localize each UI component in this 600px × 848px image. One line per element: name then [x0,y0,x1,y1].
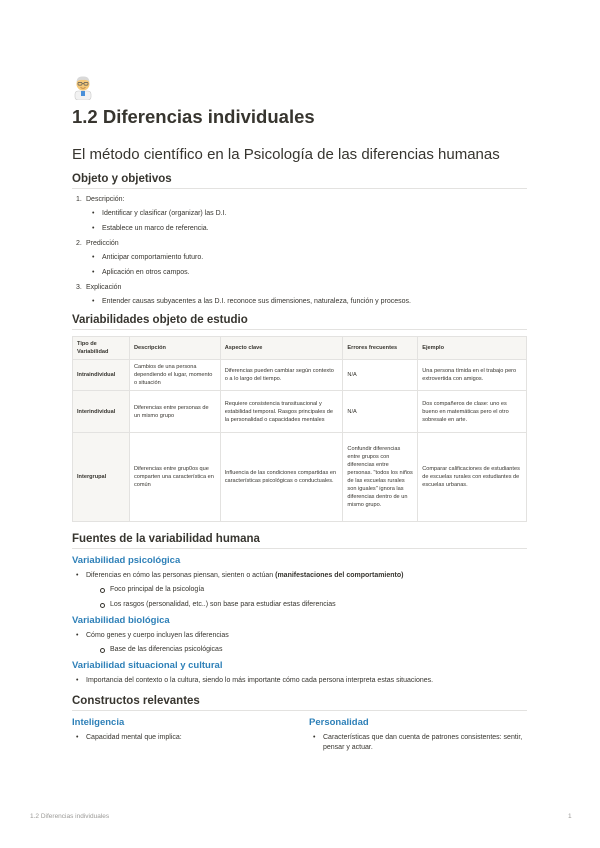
fuentes-heading: Fuentes de la variabilidad humana [72,532,527,549]
column-header: Aspecto clave [220,337,343,360]
variabilidad-situacional-title: Variabilidad situacional y cultural [72,660,223,671]
list-item: • Entender causas subyacentes a las D.I. reconoce sus dimensiones, naturaleza, función y procesos. [92,297,527,307]
table-cell: Intergrupal [73,433,130,522]
variabilidades-table [72,336,527,522]
list-item: • Importancia del contexto o la cultura, siendo lo más importante cómo cada persona interpreta estas situaciones. [76,676,527,686]
table-cell: Dos compañeros de clase: uno es bueno en matemáticas pero el otro sobresale en arte. [418,391,527,433]
list-item: • Diferencias en cómo las personas piensan, sienten o actúan (manifestaciones del comportamiento) Foco principal de la psicología Los rasgos (personalidad, etc..) son base para estudiar estas diferencias [76,571,527,610]
column-header: Tipo de Variabilidad [73,337,130,360]
table-cell: Diferencias pueden cambiar según contexto o a lo largo del tiempo. [220,360,343,391]
objetivo-item: 3. Explicación • Entender causas subyacentes a las D.I. reconoce sus dimensiones, naturaleza, función y procesos. [72,283,527,307]
section-subtitle: El método científico en la Psicología de las diferencias humanas [72,146,500,163]
list-item: • Aplicación en otros campos. [92,268,527,278]
objetivo-item: 1. Descripción: • Identificar y clasificar (organizar) las D.I. • Establece un marco de referencia. [72,195,527,234]
variabilidad-psicologica-title: Variabilidad psicológica [72,555,181,566]
table-cell: Diferencias entre personas de un mismo grupo [129,391,220,433]
page-number: 1 [568,813,572,820]
constructos-columns [72,717,527,758]
table-row [73,391,527,433]
table-cell: Confundir diferencias entre grupos con diferencias entre personas. "todos los niños de las escuelas rurales son iguales" ignora las diferencias dentro de un mismo grupo. [343,433,418,522]
table-cell: N/A [343,391,418,433]
variabilidades-heading: Variabilidades objeto de estudio [72,313,527,330]
column-header: Errores frecuentes [343,337,418,360]
table-cell: Diferencias entre grup0os que comparten una característica en común [129,433,220,522]
list-item: • Identificar y clasificar (organizar) las D.I. [92,209,527,219]
personalidad-title: Personalidad [309,717,369,728]
table-cell: Intraindividual [73,360,130,391]
table-cell: Requiere consistencia transituacional y estabilidad temporal. Rasgos principales de la personalidad o capacidades mentales [220,391,343,433]
table-cell: Interindividual [73,391,130,433]
scientist-emoji-icon [72,74,94,100]
list-item: Base de las diferencias psicológicas [100,645,527,655]
page-title: 1.2 Diferencias individuales [72,106,315,127]
variabilidad-biologica-title: Variabilidad biológica [72,615,170,626]
column-header: Descripción [129,337,220,360]
list-item: • Características que dan cuenta de patrones consistentes: sentir, pensar y actuar. [313,733,526,753]
table-cell: Comparar calificaciones de estudiantes de escuelas rurales con estudiantes de escuelas urbanas. [418,433,527,522]
column-header: Ejemplo [418,337,527,360]
table-cell: Influencia de las condiciones compartidas en características psicológicas o conductuales. [220,433,343,522]
list-item: • Anticipar comportamiento futuro. [92,253,527,263]
objetivo-item: 2. Predicción • Anticipar comportamiento futuro. • Aplicación en otros campos. [72,239,527,278]
table-header-row [73,337,527,360]
list-item: • Cómo genes y cuerpo incluyen las diferencias Base de las diferencias psicológicas [76,631,527,655]
list-item: Los rasgos (personalidad, etc..) son base para estudiar estas diferencias [100,600,527,610]
table-cell: Cambios de una persona dependiendo el lugar, momento o situación [129,360,220,391]
list-item: • Establece un marco de referencia. [92,224,527,234]
list-item: Foco principal de la psicología [100,585,527,595]
objetivos-list [72,195,527,307]
table-row [73,360,527,391]
list-item: • Capacidad mental que implica: [76,733,289,743]
personalidad-column [309,717,526,758]
footer-title: 1.2 Diferencias individuales [30,813,110,820]
inteligencia-title: Inteligencia [72,717,125,728]
constructos-heading: Constructos relevantes [72,694,527,711]
objetivos-heading: Objeto y objetivos [72,172,527,189]
page-content [72,74,527,758]
table-row [73,433,527,522]
table-cell: N/A [343,360,418,391]
table-cell: Una persona tímida en el trabajo pero extrovertida con amigos. [418,360,527,391]
inteligencia-column [72,717,289,758]
